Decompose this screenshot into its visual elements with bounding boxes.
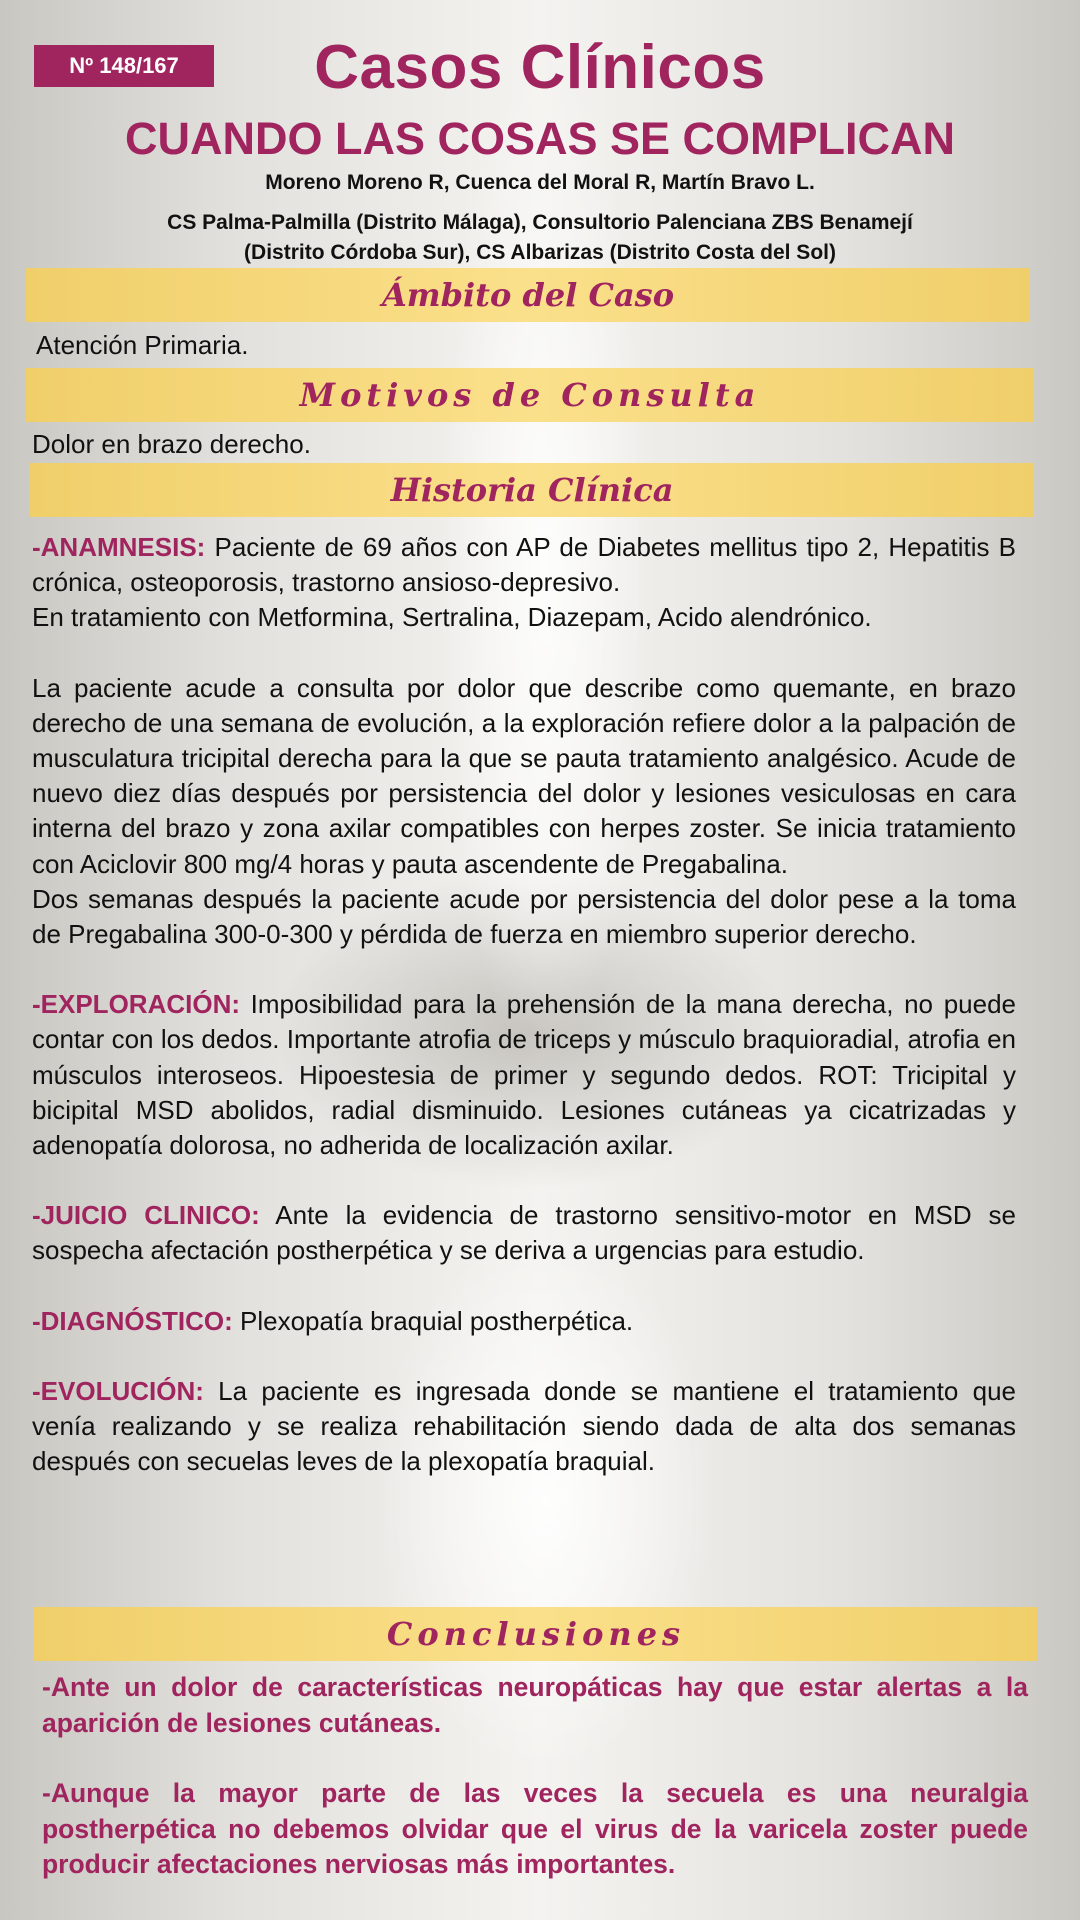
diagnostico-paragraph bbox=[32, 1304, 1016, 1339]
conclusion-item-2: -Aunque la mayor parte de las veces la secuela es una neuralgia postherpética no debemos olvidar que el virus de la varicela zoster puede producir afectaciones nerviosas más importantes. bbox=[42, 1778, 1028, 1879]
conclusion-item-1: -Ante un dolor de características neuropáticas hay que estar alertas a la aparición de lesiones cutáneas. bbox=[42, 1672, 1028, 1738]
anamnesis-text: Paciente de 69 años con AP de Diabetes mellitus tipo 2, Hepatitis B crónica, osteoporosis, trastorno ansioso-depresivo. bbox=[32, 532, 1016, 598]
tratamiento-paragraph: En tratamiento con Metformina, Sertralina, Diazepam, Acido alendrónico. bbox=[32, 602, 872, 633]
anamnesis-label: -ANAMNESIS: bbox=[32, 532, 206, 562]
relato-paragraph-1: La paciente acude a consulta por dolor que describe como quemante, en brazo derecho de una semana de evolución, a la exploración refiere dolor a la palpación de musculatura tricipital derecha para la que se pauta tratamiento analgésico. Acude de nuevo diez días después por persistencia del dolor y lesiones vesiculosas en cara interna del brazo y zona axilar compatibles con herpes zoster. Se inicia tratamiento con Aciclovir 800 mg/4 horas y pauta ascendente de Pregabalina. bbox=[32, 672, 1016, 879]
relato-paragraph-2: Dos semanas después la paciente acude por persistencia del dolor pese a la toma de Pregabalina 300-0-300 y pérdida de fuerza en miembro superior derecho. bbox=[32, 883, 1016, 950]
diagnostico-text: Plexopatía braquial postherpética. bbox=[232, 1305, 634, 1336]
section-header-conclusiones: Conclusiones bbox=[34, 1607, 1038, 1661]
juicio-text: Ante la evidencia de trastorno sensitivo-motor en MSD se sospecha afectación postherpética y se deriva a urgencias para estudio. bbox=[32, 1200, 1017, 1266]
page-title: Casos Clínicos bbox=[314, 33, 766, 102]
juicio-label: -JUICIO CLINICO: bbox=[32, 1200, 260, 1231]
evolucion-label: -EVOLUCIÓN: bbox=[32, 1375, 204, 1406]
affiliations-line-1: CS Palma-Palmilla (Distrito Málaga), Consultorio Palenciana ZBS Benamejí bbox=[167, 211, 913, 234]
juicio-paragraph bbox=[32, 1198, 1016, 1268]
motivos-text: Dolor en brazo derecho. bbox=[32, 429, 311, 459]
evolucion-paragraph bbox=[32, 1374, 1016, 1480]
anamnesis-paragraph bbox=[32, 530, 1016, 600]
section-header-motivos: Motivos de Consulta bbox=[26, 368, 1034, 422]
case-number-badge: Nº 148/167 bbox=[34, 45, 214, 87]
exploracion-label: -EXPLORACIÓN: bbox=[32, 989, 240, 1020]
case-subtitle: CUANDO LAS COSAS SE COMPLICAN bbox=[124, 113, 956, 164]
affiliations-line-2: (Distrito Córdoba Sur), CS Albarizas (Distrito Costa del Sol) bbox=[244, 241, 836, 264]
historia-clinica-body bbox=[32, 530, 1016, 1479]
section-header-historia: Historia Clínica bbox=[30, 463, 1034, 517]
exploracion-paragraph bbox=[32, 987, 1016, 1163]
exploracion-text: Imposibilidad para la prehensión de la mana derecha, no puede contar con los dedos. Importante atrofia de triceps y músculo braquioradial, atrofia en músculos interoseos. Hipoestesia de primer y segundo dedos. ROT: Tricipital y bicipital MSD abolidos, radial disminuido. Lesiones cutáneas ya cicatrizadas y adenopatía dolorosa, no adherida de localización axilar. bbox=[32, 989, 1016, 1161]
evolucion-text: La paciente es ingresada donde se mantiene el tratamiento que venía realizando y se realiza rehabilitación siendo dada de alta dos semanas después con secuelas leves de la plexopatía braquial. bbox=[32, 1375, 1016, 1477]
diagnostico-label: -DIAGNÓSTICO: bbox=[32, 1305, 233, 1336]
authors: Moreno Moreno R, Cuenca del Moral R, Martín Bravo L. bbox=[265, 171, 815, 194]
section-header-ambito: Ámbito del Caso bbox=[26, 268, 1030, 322]
ambito-text: Atención Primaria. bbox=[36, 330, 249, 360]
affiliations bbox=[80, 208, 1000, 268]
conclusiones-body bbox=[42, 1670, 1028, 1883]
